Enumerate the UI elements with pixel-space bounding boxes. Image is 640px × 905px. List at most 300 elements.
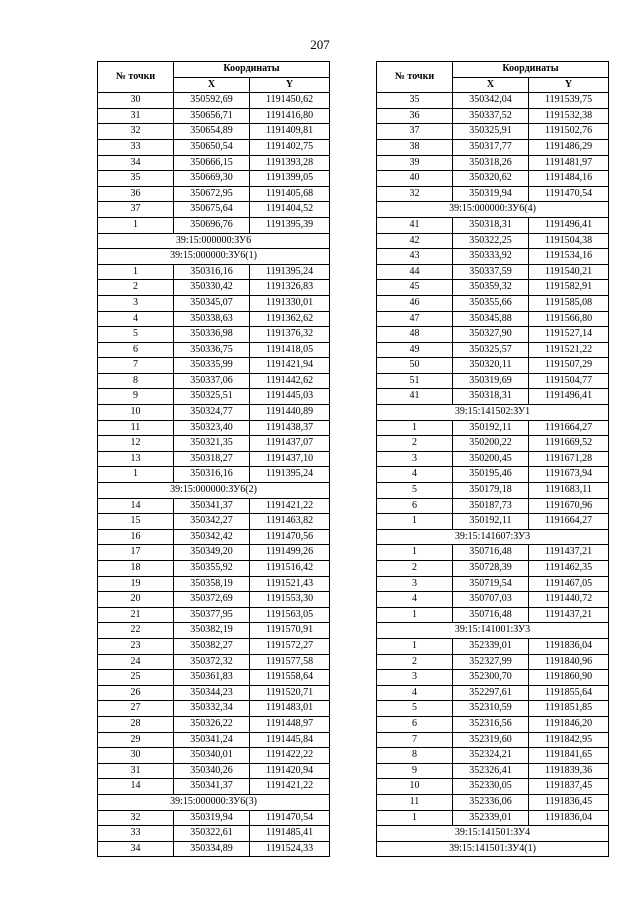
table-row — [377, 670, 609, 686]
table-row — [98, 436, 330, 452]
x-coordinate-cell: 350372,32 — [174, 654, 250, 670]
table-row — [98, 607, 330, 623]
point-number-cell: 5 — [377, 483, 453, 499]
y-coordinate-cell: 1191521,43 — [250, 576, 330, 592]
y-coordinate-cell: 1191851,85 — [529, 701, 609, 717]
point-number-cell: 7 — [98, 358, 174, 374]
point-number-cell: 3 — [377, 670, 453, 686]
x-coordinate-cell: 350696,76 — [174, 217, 250, 233]
table-row — [377, 327, 609, 343]
point-number-cell: 47 — [377, 311, 453, 327]
table-row — [98, 732, 330, 748]
x-coordinate-cell: 350358,19 — [174, 576, 250, 592]
table-row — [377, 342, 609, 358]
x-coordinate-cell: 350323,40 — [174, 420, 250, 436]
y-coordinate-cell: 1191481,97 — [529, 155, 609, 171]
y-coordinate-cell: 1191553,30 — [250, 592, 330, 608]
parcel-id-cell: 39:15:141001:ЗУ3 — [377, 623, 609, 639]
section-row — [377, 623, 609, 639]
table-row — [377, 701, 609, 717]
point-number-cell: 1 — [377, 420, 453, 436]
table-row — [98, 295, 330, 311]
point-number-cell: 10 — [98, 405, 174, 421]
table-row — [98, 779, 330, 795]
point-number-cell: 8 — [377, 748, 453, 764]
x-coordinate-cell: 350359,32 — [453, 280, 529, 296]
section-row — [377, 826, 609, 842]
point-number-cell: 6 — [377, 498, 453, 514]
x-coordinate-cell: 350338,63 — [174, 311, 250, 327]
parcel-id-cell: 39:15:000000:ЗУ6(4) — [377, 202, 609, 218]
x-coordinate-cell: 350318,31 — [453, 217, 529, 233]
table-row — [98, 124, 330, 140]
x-coordinate-cell: 352300,70 — [453, 670, 529, 686]
table-row — [98, 139, 330, 155]
point-number-cell: 33 — [98, 139, 174, 155]
table-row — [377, 139, 609, 155]
y-coordinate-cell: 1191422,22 — [250, 748, 330, 764]
point-number-cell: 32 — [377, 186, 453, 202]
point-number-cell: 4 — [377, 592, 453, 608]
x-coordinate-cell: 350319,94 — [174, 810, 250, 826]
point-number-cell: 2 — [377, 561, 453, 577]
x-coordinate-cell: 352319,60 — [453, 732, 529, 748]
table-row — [377, 295, 609, 311]
coordinates-table-left — [97, 61, 330, 857]
point-number-cell: 29 — [98, 732, 174, 748]
point-number-cell: 12 — [98, 436, 174, 452]
point-number-cell: 50 — [377, 358, 453, 374]
y-coordinate-cell: 1191448,97 — [250, 716, 330, 732]
y-coordinate-cell: 1191673,94 — [529, 467, 609, 483]
x-coordinate-cell: 350345,07 — [174, 295, 250, 311]
point-number-header: № точки — [98, 62, 174, 93]
table-row — [377, 576, 609, 592]
x-coordinate-cell: 350192,11 — [453, 420, 529, 436]
table-row — [98, 654, 330, 670]
section-row — [377, 841, 609, 857]
y-coordinate-cell: 1191420,94 — [250, 763, 330, 779]
table-row — [377, 249, 609, 265]
table-row — [98, 623, 330, 639]
x-coordinate-cell: 350332,34 — [174, 701, 250, 717]
point-number-cell: 6 — [377, 716, 453, 732]
table-row — [98, 358, 330, 374]
y-coordinate-cell: 1191404,52 — [250, 202, 330, 218]
table-row — [377, 124, 609, 140]
y-coordinate-cell: 1191582,91 — [529, 280, 609, 296]
x-coordinate-cell: 350316,16 — [174, 264, 250, 280]
section-row — [377, 202, 609, 218]
point-number-cell: 32 — [98, 810, 174, 826]
point-number-cell: 3 — [377, 576, 453, 592]
x-coordinate-cell: 350179,18 — [453, 483, 529, 499]
y-coordinate-cell: 1191846,20 — [529, 716, 609, 732]
x-coordinate-cell: 350707,03 — [453, 592, 529, 608]
table-row — [377, 607, 609, 623]
point-number-cell: 4 — [377, 467, 453, 483]
point-number-cell: 4 — [98, 311, 174, 327]
point-number-cell: 1 — [377, 545, 453, 561]
y-coordinate-cell: 1191486,29 — [529, 139, 609, 155]
x-coordinate-cell: 350675,64 — [174, 202, 250, 218]
x-coordinate-cell: 350336,98 — [174, 327, 250, 343]
x-coordinate-cell: 350337,59 — [453, 264, 529, 280]
y-coordinate-cell: 1191532,38 — [529, 108, 609, 124]
x-coordinate-cell: 350337,06 — [174, 373, 250, 389]
page-number: 207 — [310, 37, 330, 52]
y-coordinate-cell: 1191418,05 — [250, 342, 330, 358]
point-number-cell: 11 — [377, 794, 453, 810]
y-coordinate-cell: 1191437,21 — [529, 607, 609, 623]
table-row — [377, 171, 609, 187]
x-coordinate-cell: 350195,46 — [453, 467, 529, 483]
x-coordinate-cell: 350349,20 — [174, 545, 250, 561]
x-coordinate-cell: 350342,04 — [453, 93, 529, 109]
y-coordinate-cell: 1191326,83 — [250, 280, 330, 296]
y-coordinate-cell: 1191524,33 — [250, 841, 330, 857]
x-coordinate-cell: 350335,99 — [174, 358, 250, 374]
table-row — [98, 529, 330, 545]
table-row — [98, 826, 330, 842]
x-coordinate-cell: 352327,99 — [453, 654, 529, 670]
point-number-cell: 25 — [98, 670, 174, 686]
x-coordinate-cell: 350377,95 — [174, 607, 250, 623]
y-coordinate-cell: 1191416,80 — [250, 108, 330, 124]
x-coordinate-cell: 350672,95 — [174, 186, 250, 202]
y-coordinate-cell: 1191421,94 — [250, 358, 330, 374]
table-row — [377, 436, 609, 452]
x-coordinate-cell: 350592,69 — [174, 93, 250, 109]
point-number-cell: 1 — [377, 638, 453, 654]
y-coordinate-cell: 1191527,14 — [529, 327, 609, 343]
y-coordinate-cell: 1191841,65 — [529, 748, 609, 764]
y-coordinate-cell: 1191563,05 — [250, 607, 330, 623]
table-row — [98, 670, 330, 686]
y-coordinate-cell: 1191664,27 — [529, 420, 609, 436]
table-row — [98, 451, 330, 467]
table-row — [377, 264, 609, 280]
x-coordinate-cell: 352310,59 — [453, 701, 529, 717]
point-number-cell: 3 — [98, 295, 174, 311]
point-number-cell: 3 — [377, 451, 453, 467]
point-number-cell: 5 — [377, 701, 453, 717]
x-coordinate-cell: 352330,05 — [453, 779, 529, 795]
y-coordinate-cell: 1191507,29 — [529, 358, 609, 374]
point-number-cell: 10 — [377, 779, 453, 795]
y-coordinate-cell: 1191570,91 — [250, 623, 330, 639]
table-row — [377, 763, 609, 779]
y-coordinate-cell: 1191395,24 — [250, 264, 330, 280]
y-coordinate-cell: 1191470,54 — [529, 186, 609, 202]
y-coordinate-cell: 1191860,90 — [529, 670, 609, 686]
section-row — [98, 233, 330, 249]
y-coordinate-cell: 1191445,84 — [250, 732, 330, 748]
point-number-cell: 51 — [377, 373, 453, 389]
point-number-cell: 16 — [98, 529, 174, 545]
point-number-header: № точки — [377, 62, 453, 93]
x-coordinate-cell: 352316,56 — [453, 716, 529, 732]
y-coordinate-cell: 1191438,37 — [250, 420, 330, 436]
table-row — [98, 498, 330, 514]
point-number-cell: 1 — [377, 607, 453, 623]
point-number-cell: 1 — [98, 264, 174, 280]
x-coordinate-cell: 350327,90 — [453, 327, 529, 343]
x-coordinate-cell: 350319,69 — [453, 373, 529, 389]
y-coordinate-cell: 1191496,41 — [529, 217, 609, 233]
x-coordinate-cell: 350340,01 — [174, 748, 250, 764]
table-row — [377, 592, 609, 608]
y-coordinate-cell: 1191395,24 — [250, 467, 330, 483]
x-coordinate-cell: 350333,92 — [453, 249, 529, 265]
x-coordinate-cell: 350345,88 — [453, 311, 529, 327]
point-number-cell: 26 — [98, 685, 174, 701]
x-coordinate-cell: 350650,54 — [174, 139, 250, 155]
y-coordinate-cell: 1191442,62 — [250, 373, 330, 389]
table-row — [377, 545, 609, 561]
y-coordinate-cell: 1191496,41 — [529, 389, 609, 405]
y-coordinate-cell: 1191521,22 — [529, 342, 609, 358]
x-coordinate-cell: 352336,06 — [453, 794, 529, 810]
table-row — [98, 810, 330, 826]
table-row — [98, 716, 330, 732]
table-row — [377, 217, 609, 233]
x-coordinate-cell: 350340,26 — [174, 763, 250, 779]
point-number-cell: 9 — [377, 763, 453, 779]
point-number-cell: 23 — [98, 638, 174, 654]
x-coordinate-cell: 350334,89 — [174, 841, 250, 857]
y-coordinate-cell: 1191585,08 — [529, 295, 609, 311]
y-coordinate-cell: 1191836,45 — [529, 794, 609, 810]
point-number-cell: 36 — [377, 108, 453, 124]
parcel-id-cell: 39:15:000000:ЗУ6(3) — [98, 794, 330, 810]
y-coordinate-cell: 1191837,45 — [529, 779, 609, 795]
y-coordinate-cell: 1191467,05 — [529, 576, 609, 592]
x-header: X — [453, 77, 529, 93]
point-number-cell: 34 — [98, 155, 174, 171]
x-coordinate-cell: 350342,42 — [174, 529, 250, 545]
point-number-cell: 36 — [98, 186, 174, 202]
point-number-cell: 48 — [377, 327, 453, 343]
y-coordinate-cell: 1191502,76 — [529, 124, 609, 140]
point-number-cell: 37 — [377, 124, 453, 140]
point-number-cell: 39 — [377, 155, 453, 171]
x-coordinate-cell: 350382,19 — [174, 623, 250, 639]
table-row — [98, 342, 330, 358]
parcel-id-cell: 39:15:141501:ЗУ4(1) — [377, 841, 609, 857]
y-coordinate-cell: 1191484,16 — [529, 171, 609, 187]
point-number-cell: 46 — [377, 295, 453, 311]
point-number-cell: 21 — [98, 607, 174, 623]
y-coordinate-cell: 1191421,22 — [250, 779, 330, 795]
point-number-cell: 42 — [377, 233, 453, 249]
point-number-cell: 43 — [377, 249, 453, 265]
y-coordinate-cell: 1191504,38 — [529, 233, 609, 249]
y-coordinate-cell: 1191395,39 — [250, 217, 330, 233]
x-coordinate-cell: 350716,48 — [453, 545, 529, 561]
table-row — [377, 233, 609, 249]
table-row — [377, 467, 609, 483]
table-row — [377, 638, 609, 654]
table-row — [377, 810, 609, 826]
point-number-cell: 45 — [377, 280, 453, 296]
y-coordinate-cell: 1191842,95 — [529, 732, 609, 748]
x-coordinate-cell: 350318,26 — [453, 155, 529, 171]
point-number-cell: 1 — [377, 514, 453, 530]
x-coordinate-cell: 350200,22 — [453, 436, 529, 452]
x-coordinate-cell: 350666,15 — [174, 155, 250, 171]
point-number-cell: 24 — [98, 654, 174, 670]
y-coordinate-cell: 1191840,96 — [529, 654, 609, 670]
table-row — [98, 405, 330, 421]
table-row — [377, 420, 609, 436]
y-coordinate-cell: 1191450,62 — [250, 93, 330, 109]
table-row — [377, 498, 609, 514]
x-coordinate-cell: 350337,52 — [453, 108, 529, 124]
y-header: Y — [529, 77, 609, 93]
x-coordinate-cell: 350330,42 — [174, 280, 250, 296]
x-coordinate-cell: 352324,21 — [453, 748, 529, 764]
coordinates-header: Координаты — [453, 62, 609, 78]
x-coordinate-cell: 350336,75 — [174, 342, 250, 358]
y-coordinate-cell: 1191405,68 — [250, 186, 330, 202]
point-number-cell: 28 — [98, 716, 174, 732]
x-coordinate-cell: 350325,57 — [453, 342, 529, 358]
table-row — [98, 280, 330, 296]
table-row — [98, 561, 330, 577]
y-coordinate-cell: 1191399,05 — [250, 171, 330, 187]
point-number-cell: 35 — [377, 93, 453, 109]
y-coordinate-cell: 1191566,80 — [529, 311, 609, 327]
point-number-cell: 49 — [377, 342, 453, 358]
x-coordinate-cell: 350321,35 — [174, 436, 250, 452]
point-number-cell: 1 — [377, 810, 453, 826]
y-coordinate-cell: 1191539,75 — [529, 93, 609, 109]
y-coordinate-cell: 1191402,75 — [250, 139, 330, 155]
y-coordinate-cell: 1191409,81 — [250, 124, 330, 140]
y-coordinate-cell: 1191516,42 — [250, 561, 330, 577]
table-row — [377, 794, 609, 810]
point-number-cell: 2 — [377, 436, 453, 452]
point-number-cell: 41 — [377, 217, 453, 233]
point-number-cell: 2 — [377, 654, 453, 670]
table-row — [98, 841, 330, 857]
y-coordinate-cell: 1191470,56 — [250, 529, 330, 545]
point-number-cell: 20 — [98, 592, 174, 608]
parcel-id-cell: 39:15:000000:ЗУ6(1) — [98, 249, 330, 265]
point-number-cell: 17 — [98, 545, 174, 561]
point-number-cell: 19 — [98, 576, 174, 592]
x-coordinate-cell: 350320,62 — [453, 171, 529, 187]
parcel-id-cell: 39:15:000000:ЗУ6 — [98, 233, 330, 249]
y-coordinate-cell: 1191376,32 — [250, 327, 330, 343]
point-number-cell: 1 — [98, 217, 174, 233]
x-coordinate-cell: 350719,54 — [453, 576, 529, 592]
section-row — [98, 249, 330, 265]
x-coordinate-cell: 350341,24 — [174, 732, 250, 748]
y-coordinate-cell: 1191437,21 — [529, 545, 609, 561]
table-row — [98, 748, 330, 764]
x-coordinate-cell: 350192,11 — [453, 514, 529, 530]
table-row — [377, 779, 609, 795]
y-coordinate-cell: 1191664,27 — [529, 514, 609, 530]
table-row — [98, 638, 330, 654]
table-row — [98, 545, 330, 561]
y-coordinate-cell: 1191577,58 — [250, 654, 330, 670]
x-coordinate-cell: 350318,31 — [453, 389, 529, 405]
point-number-cell: 31 — [98, 108, 174, 124]
x-coordinate-cell: 350355,92 — [174, 561, 250, 577]
table-row — [98, 108, 330, 124]
x-coordinate-cell: 350372,69 — [174, 592, 250, 608]
x-coordinate-cell: 350326,22 — [174, 716, 250, 732]
table-row — [377, 732, 609, 748]
table-row — [377, 748, 609, 764]
table-row — [377, 451, 609, 467]
table-row — [377, 685, 609, 701]
table-row — [377, 561, 609, 577]
section-row — [377, 529, 609, 545]
table-row — [98, 93, 330, 109]
table-row — [98, 155, 330, 171]
coordinates-header: Координаты — [174, 62, 330, 78]
y-coordinate-cell: 1191572,27 — [250, 638, 330, 654]
x-coordinate-cell: 350344,23 — [174, 685, 250, 701]
y-coordinate-cell: 1191499,26 — [250, 545, 330, 561]
y-coordinate-cell: 1191437,07 — [250, 436, 330, 452]
x-coordinate-cell: 350669,30 — [174, 171, 250, 187]
parcel-id-cell: 39:15:141501:ЗУ4 — [377, 826, 609, 842]
y-coordinate-cell: 1191362,62 — [250, 311, 330, 327]
section-row — [98, 794, 330, 810]
point-number-cell: 30 — [98, 93, 174, 109]
x-coordinate-cell: 352297,61 — [453, 685, 529, 701]
table-row — [98, 311, 330, 327]
x-coordinate-cell: 350322,25 — [453, 233, 529, 249]
y-coordinate-cell: 1191445,03 — [250, 389, 330, 405]
x-coordinate-cell: 350341,37 — [174, 779, 250, 795]
x-coordinate-cell: 350324,77 — [174, 405, 250, 421]
parcel-id-cell: 39:15:000000:ЗУ6(2) — [98, 483, 330, 499]
y-coordinate-cell: 1191836,04 — [529, 810, 609, 826]
section-row — [377, 405, 609, 421]
point-number-cell: 27 — [98, 701, 174, 717]
x-coordinate-cell: 350656,71 — [174, 108, 250, 124]
table-row — [98, 186, 330, 202]
x-coordinate-cell: 350654,89 — [174, 124, 250, 140]
y-coordinate-cell: 1191504,77 — [529, 373, 609, 389]
x-coordinate-cell: 350716,48 — [453, 607, 529, 623]
x-coordinate-cell: 350355,66 — [453, 295, 529, 311]
point-number-cell: 35 — [98, 171, 174, 187]
point-number-cell: 14 — [98, 498, 174, 514]
point-number-cell: 14 — [98, 779, 174, 795]
y-coordinate-cell: 1191670,96 — [529, 498, 609, 514]
point-number-cell: 22 — [98, 623, 174, 639]
y-coordinate-cell: 1191534,16 — [529, 249, 609, 265]
parcel-id-cell: 39:15:141607:ЗУ3 — [377, 529, 609, 545]
y-coordinate-cell: 1191440,72 — [529, 592, 609, 608]
y-coordinate-cell: 1191483,01 — [250, 701, 330, 717]
table-row — [98, 373, 330, 389]
table-row — [98, 389, 330, 405]
x-coordinate-cell: 350382,27 — [174, 638, 250, 654]
x-coordinate-cell: 350325,91 — [453, 124, 529, 140]
x-header: X — [174, 77, 250, 93]
point-number-cell: 6 — [98, 342, 174, 358]
x-coordinate-cell: 352339,01 — [453, 638, 529, 654]
y-coordinate-cell: 1191437,10 — [250, 451, 330, 467]
